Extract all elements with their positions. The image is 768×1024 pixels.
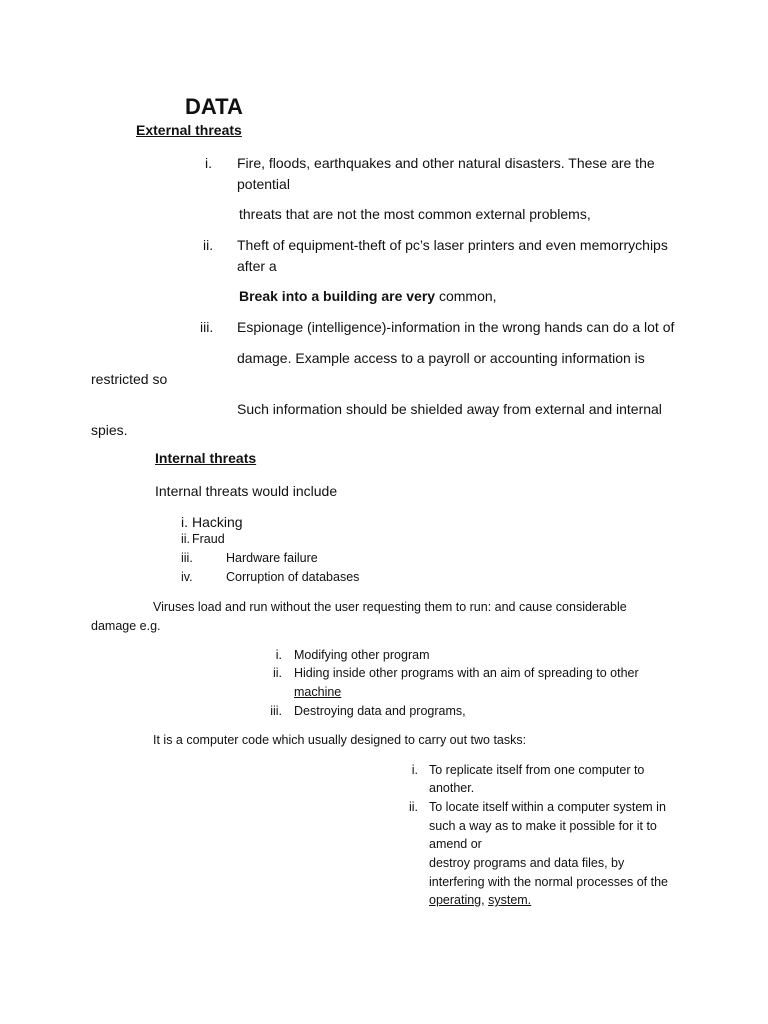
viruses-paragraph-cont: damage e.g.	[91, 619, 161, 633]
item-text: Fire, floods, earthquakes and other natural disasters. These are the	[237, 155, 655, 171]
list-item-text: Destroying data and programs	[294, 704, 463, 718]
internal-threats-heading: Internal threats	[155, 450, 257, 466]
list-number: ii.	[408, 800, 418, 814]
underlined-text: operating,	[429, 893, 485, 907]
list-item: such a way as to make it possible for it to	[429, 819, 657, 833]
list-number: i.	[275, 648, 282, 662]
list-number: i.	[411, 763, 418, 777]
item-text: potential	[237, 176, 290, 192]
list-number: iii.	[200, 319, 214, 335]
list-item: another.	[429, 781, 475, 795]
list-number: iii.	[270, 704, 282, 718]
underlined-comma: ,	[462, 704, 466, 718]
item-text: damage. Example access to a payroll or accounting information is	[237, 350, 645, 366]
list-number: ii.	[203, 237, 214, 253]
list-item	[294, 702, 466, 721]
list-number: ii.	[181, 532, 191, 546]
item-text: restricted so	[91, 371, 168, 387]
list-item: Hacking	[192, 514, 243, 530]
list-item: Fraud	[192, 532, 225, 546]
item-text-rest: common,	[435, 288, 497, 304]
list-item: To locate itself within a computer system in	[429, 800, 666, 814]
code-intro: It is a computer code which usually designed to carry out two tasks:	[153, 733, 527, 747]
page-title: DATA	[185, 94, 243, 119]
item-text: after a	[237, 258, 277, 274]
item-text: Espionage (intelligence)-information in the wrong hands can do a lot of	[237, 319, 675, 335]
list-item: amend or	[429, 837, 482, 851]
item-text: Theft of equipment-theft of pc’s laser printers and even memorrychips	[237, 237, 668, 253]
list-item: Hiding inside other programs with an aim of spreading to other	[294, 666, 639, 680]
list-item: Hardware failure	[226, 551, 318, 565]
list-item: Corruption of databases	[226, 570, 360, 584]
bold-text: Break into a building are very	[239, 288, 436, 304]
internal-threats-intro: Internal threats would include	[155, 483, 338, 499]
underlined-text: system.	[488, 893, 532, 907]
list-number: i.	[205, 155, 212, 171]
list-number: i.	[181, 514, 188, 530]
list-item-underlined: machine	[294, 685, 342, 699]
item-text	[239, 286, 497, 307]
list-item: To replicate itself from one computer to	[429, 763, 645, 777]
item-text: threats that are not the most common external problems,	[239, 206, 591, 222]
list-number: iii.	[181, 551, 193, 565]
list-number: ii.	[272, 666, 282, 680]
list-item: interfering with the normal processes of the	[429, 875, 669, 889]
list-item: Modifying other program	[294, 648, 430, 662]
item-text: Such information should be shielded away from external and internal	[237, 401, 662, 417]
viruses-paragraph: Viruses load and run without the user requesting them to run: and cause considerable	[153, 600, 627, 614]
item-text: spies.	[91, 422, 128, 438]
list-number: iv.	[181, 570, 193, 584]
list-item	[429, 891, 531, 910]
external-threats-heading: External threats	[136, 122, 242, 138]
list-item: destroy programs and data files, by	[429, 856, 625, 870]
